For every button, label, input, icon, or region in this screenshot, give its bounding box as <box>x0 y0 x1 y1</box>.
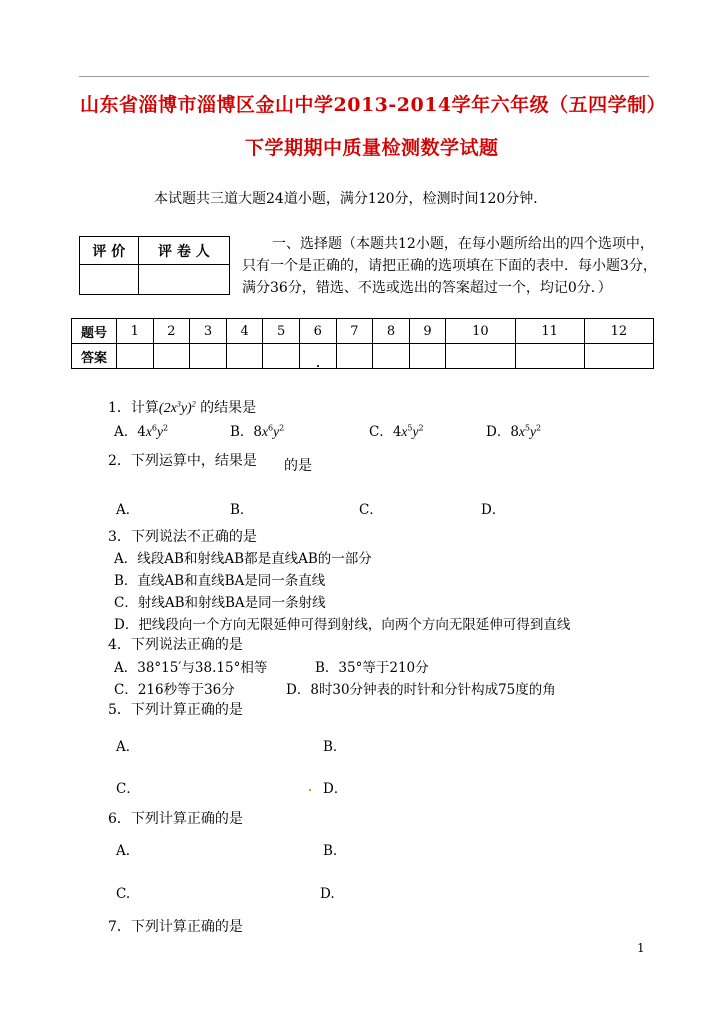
stray-dot <box>317 365 319 367</box>
answer-number: 1 <box>117 319 154 344</box>
answer-cell[interactable] <box>373 344 410 369</box>
exam-intro: 本试题共三道大题24道小题，满分120分，检测时间120分钟． <box>154 191 548 207</box>
question-6-option-b: B. <box>323 843 338 859</box>
question-4-option-d: D．8时30分钟表的时针和分针构成75度的角 <box>286 682 556 698</box>
answer-number: 8 <box>373 319 410 344</box>
answer-table <box>71 318 654 369</box>
answer-number: 3 <box>190 319 227 344</box>
answer-cell[interactable] <box>584 344 653 369</box>
answer-number: 5 <box>263 319 300 344</box>
header-rule <box>79 76 649 77</box>
question-3-stem: 3．下列说法不正确的是 <box>108 529 257 545</box>
eval-cell-1[interactable] <box>80 265 139 295</box>
evaluation-table <box>79 236 230 295</box>
page-number: 1 <box>637 941 645 955</box>
answer-table-number-label: 题号 <box>72 319 117 344</box>
question-3-option-c: C．射线AB和射线BA是同一条射线 <box>114 595 326 611</box>
question-2-option-a: A． <box>116 502 140 518</box>
question-5-stem: 5．下列计算正确的是 <box>108 702 243 718</box>
question-1-option-a: A．$4x^6y^2$ <box>114 423 169 440</box>
eval-col-2: 评 卷 人 <box>138 237 229 265</box>
answer-cell[interactable] <box>515 344 584 369</box>
question-2-option-c: C． <box>359 502 383 518</box>
answer-cell[interactable] <box>190 344 227 369</box>
question-2-stem: 2．下列运算中，结果是 <box>108 453 257 469</box>
question-3-option-d: D．把线段向一个方向无限延伸可得到射线，向两个方向无限延伸可得到直线 <box>114 617 571 633</box>
section-1-line-3: 满分36分，错选、不选或选出的答案超过一个，均记0分．） <box>242 280 612 296</box>
question-6-option-d: D. <box>320 886 335 902</box>
question-4-stem: 4．下列说法正确的是 <box>108 637 243 653</box>
question-2-option-d: D． <box>481 502 506 518</box>
answer-cell[interactable] <box>226 344 263 369</box>
question-5-option-d: D． <box>323 781 348 797</box>
question-5-option-b: B． <box>323 739 347 755</box>
question-1-option-d: D．$8x^5y^2$ <box>486 423 542 440</box>
answer-cell[interactable] <box>263 344 300 369</box>
question-4-option-c: C．216秒等于36分 <box>114 682 235 698</box>
title-line-1: 山东省淄博市淄博区金山中学2013-2014学年六年级（五四学制） <box>80 94 667 116</box>
question-6-option-c: C. <box>116 886 131 902</box>
question-4-option-b: B．35°等于210分 <box>315 660 429 676</box>
stray-dot <box>309 789 311 791</box>
eval-cell-2[interactable] <box>138 265 229 295</box>
answer-cell[interactable] <box>336 344 373 369</box>
answer-number: 6 <box>299 319 336 344</box>
answer-number: 2 <box>153 319 190 344</box>
question-7-stem: 7．下列计算正确的是 <box>108 919 243 935</box>
answer-number: 4 <box>226 319 263 344</box>
answer-number: 7 <box>336 319 373 344</box>
answer-number: 12 <box>584 319 653 344</box>
section-1-line-1: 一、选择题（本题共12小题，在每小题所给出的四个选项中， <box>272 236 654 252</box>
question-2-stem-tail: 的是 <box>284 458 312 474</box>
question-6-option-a: A. <box>116 843 131 859</box>
question-1-option-c: C．$4x^5y^2$ <box>369 423 424 440</box>
question-6-stem: 6．下列计算正确的是 <box>108 811 243 827</box>
eval-col-1: 评 价 <box>80 237 139 265</box>
section-1-line-2: 只有一个是正确的，请把正确的选项填在下面的表中．每小题3分， <box>242 258 657 274</box>
question-3-option-b: B．直线AB和直线BA是同一条直线 <box>114 573 326 589</box>
title-line-2: 下学期期中质量检测数学试题 <box>245 137 499 159</box>
question-1-option-b: B．$8x^6y^2$ <box>230 423 285 440</box>
answer-number: 11 <box>515 319 584 344</box>
answer-number: 10 <box>446 319 515 344</box>
answer-cell[interactable] <box>117 344 154 369</box>
question-3-option-a: A．线段AB和射线AB都是直线AB的一部分 <box>114 551 372 567</box>
answer-cell[interactable] <box>446 344 515 369</box>
question-1-stem: 1．计算$(2x^3y)^2$ 的结果是 <box>108 399 257 416</box>
question-5-option-c: C． <box>116 781 140 797</box>
answer-table-answer-label: 答案 <box>72 344 117 369</box>
question-5-option-a: A． <box>116 739 140 755</box>
question-4-option-a: A．38°15′与38.15°相等 <box>114 660 268 676</box>
question-2-option-b: B． <box>230 502 254 518</box>
answer-cell[interactable] <box>153 344 190 369</box>
answer-number: 9 <box>409 319 446 344</box>
answer-cell[interactable] <box>409 344 446 369</box>
